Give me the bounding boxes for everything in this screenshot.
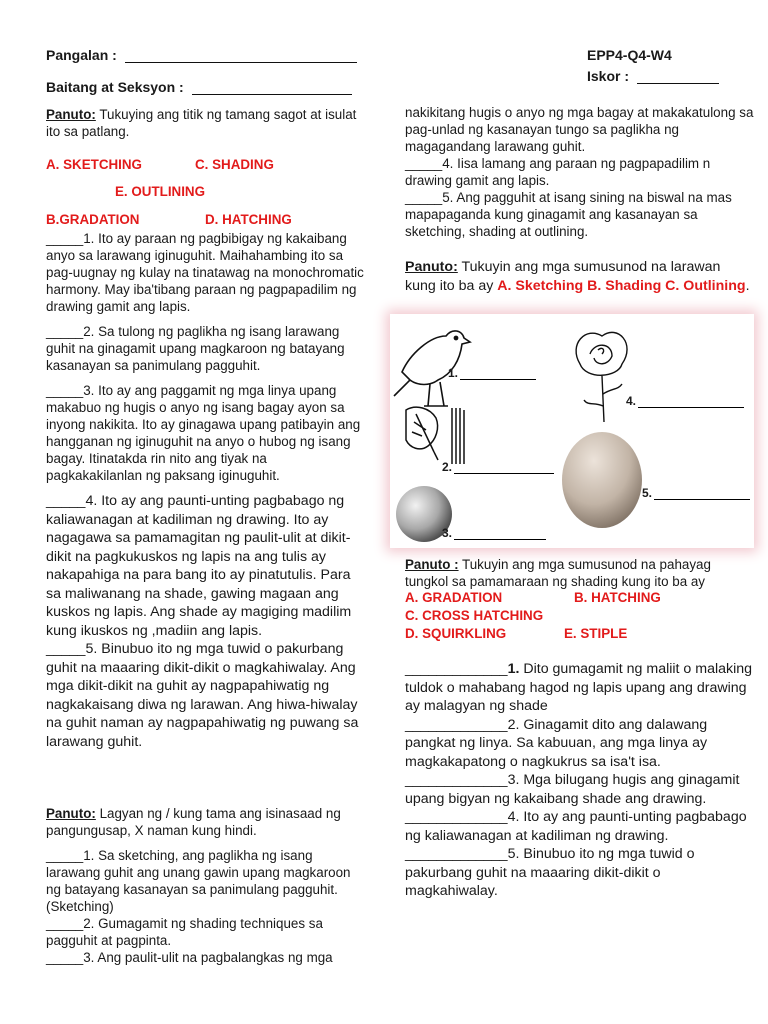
- score-label: Iskor :: [587, 68, 630, 84]
- drawings-svg: [390, 314, 754, 548]
- choice-c: C. SHADING: [195, 157, 274, 172]
- picture-label-2: 2.: [442, 460, 554, 474]
- part1-item: _____2. Sa tulong ng paglikha ng isang larawang guhit na ginagamit upang magkaroon ng batayang kasanayan sa panimulang pagguhit.: [46, 324, 345, 373]
- egg-drawing: [562, 432, 642, 528]
- name-field[interactable]: [125, 62, 357, 63]
- part2-right: [405, 104, 755, 240]
- section-row: [46, 79, 352, 95]
- choice-b: B.GRADATION: [46, 212, 140, 227]
- part2-item: _____5. Ang pagguhit at isang sining na biswal na mas mapapaganda kung ginagamit ang kasanayan sa sketching, shading at outlining.: [405, 190, 732, 239]
- part2-left: [46, 805, 364, 966]
- part2-panuto: Panuto:: [46, 806, 96, 821]
- picture-panel: [390, 314, 754, 548]
- part1-items: [46, 230, 364, 751]
- choice-a: A. SKETCHING: [46, 157, 142, 172]
- picture-label-1: 1.: [448, 366, 536, 380]
- part2-item: _____2. Gumagamit ng shading techniques sa pagguhit at pagpinta.: [46, 916, 323, 948]
- part1-item: _____1. Ito ay paraan ng pagbibigay ng kakaibang anyo sa larawang iginuguhit. Maihahambing ito sa pag-uugnay ng kulay na tinatawag na monochromatic harmony. May iba'tibang paraan ng pagpapadilim ng drawing gamit ang lapis.: [46, 231, 364, 314]
- part3-instruction: [405, 258, 755, 295]
- part1-item: _____4. Ito ay ang paunti-unting pagbabago ng kaliawanagan at kadiliman ng drawing. Ito ay nagagawa sa pamamagitan ng paulit-ulit at dikit-dikit na pagkukuskos ng lapis na ang tulis ay nakapahiga na para bang ito ay pinatutulis. Para sa maliwanang na shade, gawing magaan ang kuskos ng lapis. Ang shade ay magiging madilim kung ikuskos ng ,madiin ang lapis.: [46, 493, 352, 639]
- part4-choice-b: B. HATCHING: [574, 590, 661, 605]
- part2-item: _____4. Iisa lamang ang paraan ng pagpapadilim n drawing gamit ang lapis.: [405, 156, 711, 188]
- part3-instruction-text: Tukuyin ang mga sumusunod na larawan kung ito ba ay: [405, 259, 721, 294]
- part4-item: _____________1. Dito gumagamit ng maliit o malaking tuldok o mahabang hagod ng lapis upang ang drawing ay malagyan ng shade: [405, 661, 753, 714]
- part3-choices: A. Sketching B. Shading C. Outlining: [497, 277, 746, 294]
- picture-label-3: 3.: [442, 526, 546, 540]
- part4-panuto: Panuto :: [405, 557, 459, 572]
- section-label: Baitang at Seksyon :: [46, 79, 184, 95]
- part2-instruction-text: Lagyan ng / kung tama ang isinasaad ng pangungusap, X naman kung hindi.: [46, 806, 341, 838]
- lesson-code: EPP4-Q4-W4: [587, 47, 672, 63]
- part3-period: .: [745, 277, 750, 294]
- picture-label-4: 4.: [626, 394, 744, 408]
- part4-item: _____________4. Ito ay ang paunti-unting pagbabago ng kaliawanagan at kadiliman ng drawing.: [405, 809, 747, 844]
- section-field[interactable]: [192, 94, 352, 95]
- name-row: [46, 47, 357, 63]
- part4-choice-e: E. STIPLE: [564, 626, 628, 641]
- name-label: Pangalan :: [46, 47, 117, 63]
- part4-item: _____________3. Mga bilugang hugis ang ginagamit upang bigyan ng kakaibang shade ang drawing.: [405, 772, 740, 807]
- score-row: [587, 68, 719, 84]
- part4-item: _____________2. Ginagamit dito ang dalawang pangkat ng linya. Sa kabuuan, ang mga linya ay magkakapatong o nagkukrus sa isa't isa.: [405, 716, 708, 770]
- part4-instruction-text: Tukuyin ang mga sumusunod na pahayag tungkol sa pamamaraan ng shading kung ito ba ay: [405, 557, 711, 589]
- hand-pencil-drawing: [406, 407, 464, 464]
- part2-continued: nakikitang hugis o anyo ng mga bagay at makakatulong sa pag-unlad ng kasanayan tungo sa paglikha ng magagandang larawang guhit.: [405, 105, 754, 154]
- part4-choice-a: A. GRADATION: [405, 590, 503, 605]
- choice-d: D. HATCHING: [205, 212, 292, 227]
- part1-item: _____5. Binubuo ito ng mga tuwid o pakurbang guhit na maaaring dikit-dikit o magkahiwalay. Ang mga dikit-dikit na guhit ay nagpapahiwatig ng nagkakaisang diwa ng larawan. Ang hiwa-hiwalay na guhit naman ay nagpapahiwatig ng puwang sa larawang guhit.: [46, 641, 359, 750]
- part3-panuto: Panuto:: [405, 259, 458, 275]
- score-field[interactable]: [637, 83, 719, 84]
- part1-panuto: Panuto:: [46, 107, 96, 122]
- part4-choice-d: D. SQUIRKLING: [405, 626, 507, 641]
- rose-drawing: [576, 332, 627, 422]
- part1-item: _____3. Ito ay ang paggamit ng mga linya upang makabuo ng hugis o anyo ng isang bagay ayon sa inyong nakikita. Ito ay ginagawa upang patibayin ang hangganan ng iginuguhit na anyo o hubog ng isang bagay. Itinatakda rin nito ang tiyak na pagkakakilanlan ng paksang iginuguhit.: [46, 383, 361, 483]
- part4-item: _____________5. Binubuo ito ng mga tuwid o pakurbang guhit na maaaring dikit-dikit o magkahiwalay.: [405, 846, 695, 899]
- part4-choice-c: C. CROSS HATCHING: [405, 608, 544, 623]
- part4-instruction: [405, 556, 755, 590]
- part1-instruction: [46, 106, 366, 140]
- part2-item: _____3. Ang paulit-ulit na pagbalangkas ng mga: [46, 950, 333, 965]
- part2-item: _____1. Sa sketching, ang paglikha ng isang larawang guhit ang unang gawin upang magkaroon ng batayang kasanayan sa panimulang pagguhit. (Sketching): [46, 848, 351, 914]
- choice-e: E. OUTLINING: [115, 184, 206, 199]
- picture-label-5: 5.: [642, 486, 750, 500]
- part1-instruction-text: Tukuying ang titik ng tamang sagot at isulat ito sa patlang.: [46, 107, 357, 139]
- part4-items: [405, 660, 755, 901]
